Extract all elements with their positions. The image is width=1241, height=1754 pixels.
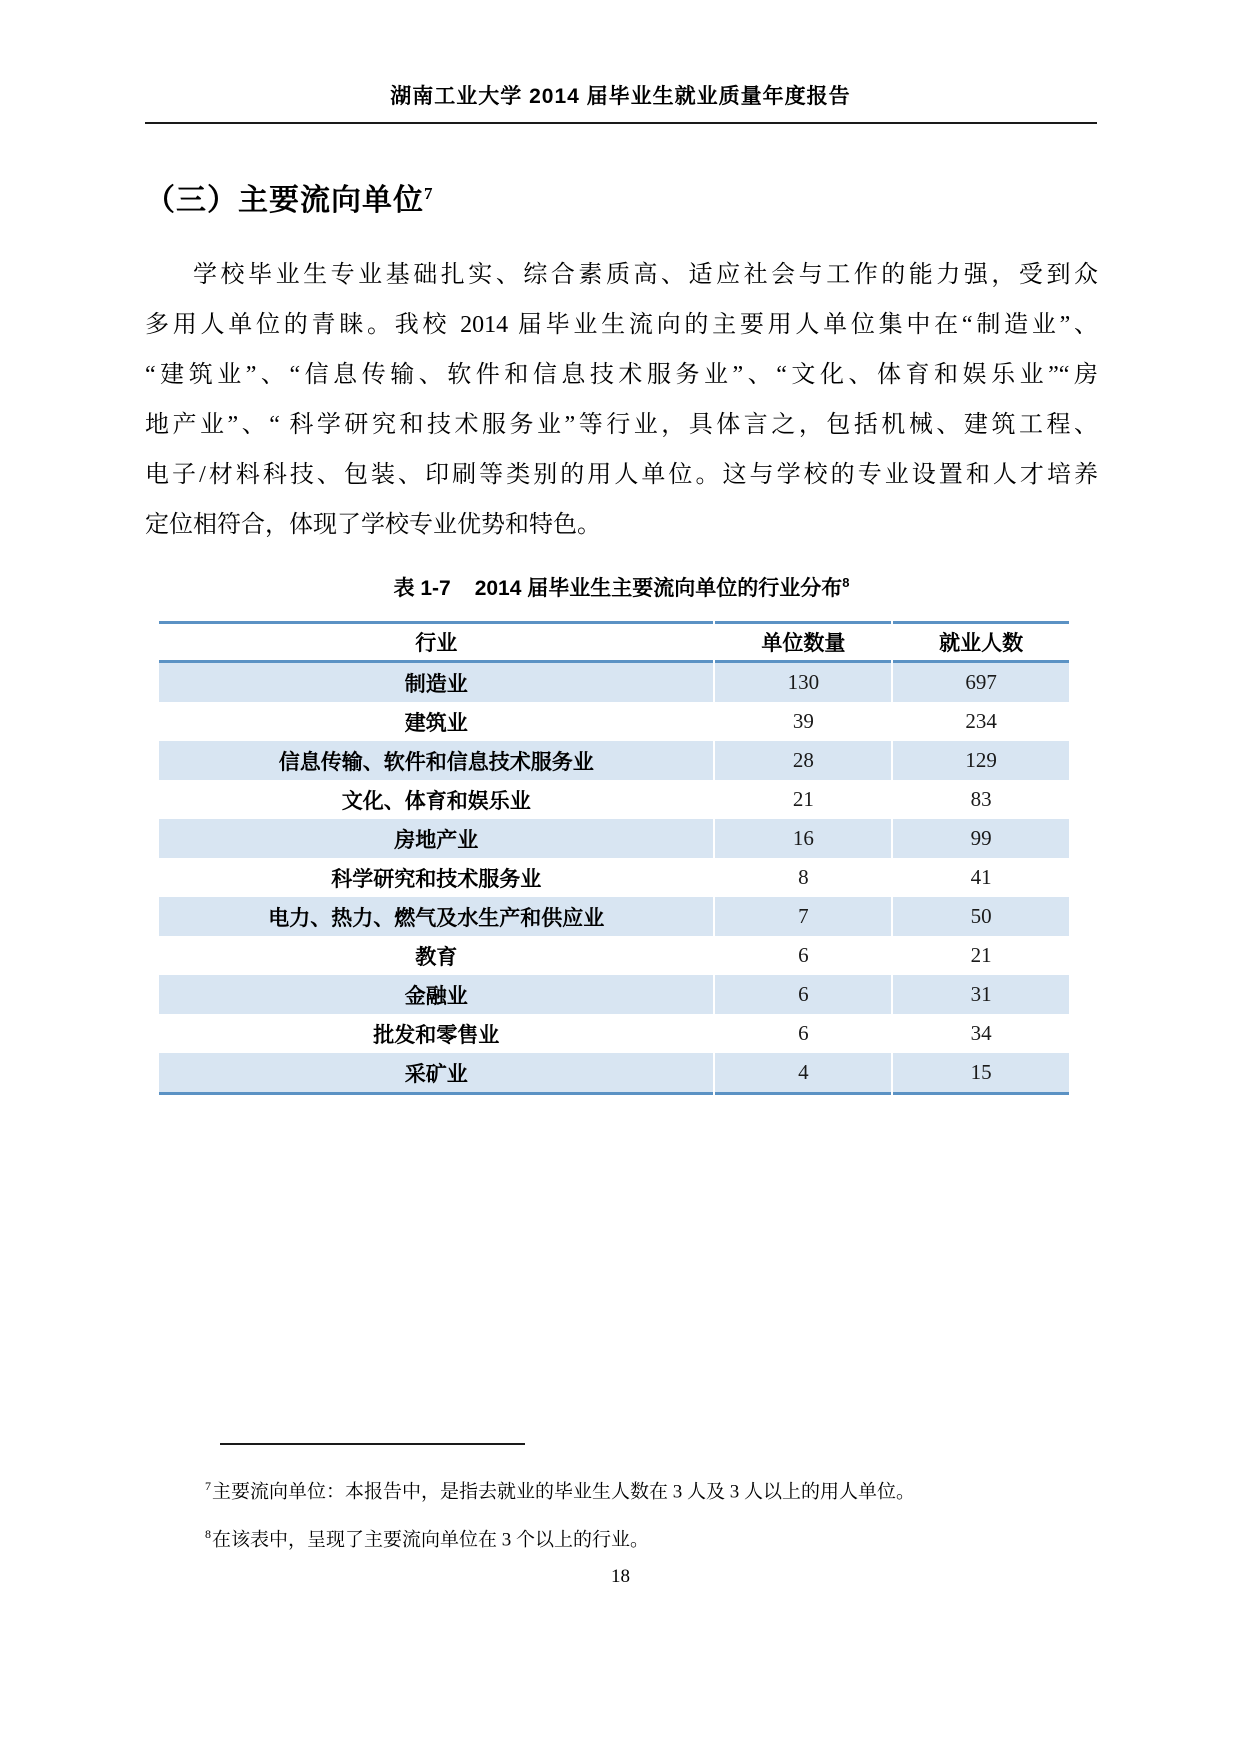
units-cell: 6: [715, 975, 891, 1014]
industry-cell: 金融业: [159, 975, 713, 1014]
table-row: [159, 1053, 1069, 1095]
section-heading-footnote-ref: 7: [424, 184, 434, 203]
table-row: [159, 936, 1069, 975]
industry-cell: 建筑业: [404, 711, 468, 735]
paragraph-line: 地产业”、“ 科学研究和技术服务业”等行业，具体言之，包括机械、建筑工程、: [145, 412, 1098, 438]
units-cell: 7: [715, 897, 891, 936]
column-header: 就业人数: [893, 621, 1069, 663]
header-rule: [145, 122, 1097, 124]
table-caption-prefix: 表 1-7: [393, 577, 451, 600]
employed-cell: 15: [893, 1053, 1069, 1095]
units-cell: 28: [715, 741, 891, 780]
units-cell: 130: [715, 663, 891, 702]
paragraph-line: “建筑业”、“信息传输、软件和信息技术服务业”、“文化、体育和娱乐业”“房: [145, 362, 1098, 388]
industry-distribution-table: [157, 621, 1071, 1095]
table-caption: [145, 568, 1098, 604]
employed-cell: 83: [970, 787, 992, 811]
employed-cell: 234: [965, 709, 997, 733]
industry-cell: 制造业: [159, 663, 713, 702]
table-row: [159, 975, 1069, 1014]
footnote-text: 主要流向单位：本报告中，是指去就业的毕业生人数在 3 人及 3 人以上的用人单位。: [212, 1481, 916, 1503]
footnote-area: [205, 1472, 1100, 1569]
paragraph-line: 多用人单位的青睐。我校 2014 届毕业生流向的主要用人单位集中在“制造业”、: [145, 312, 1098, 338]
table-row: [159, 741, 1069, 780]
units-cell: 6: [798, 1021, 809, 1045]
units-cell: 4: [715, 1053, 891, 1095]
table-row: [159, 663, 1069, 702]
employed-cell: 21: [970, 943, 992, 967]
units-cell: 6: [798, 943, 809, 967]
employed-cell: 34: [970, 1021, 992, 1045]
table-row: [159, 1014, 1069, 1053]
footnote: [205, 1472, 1100, 1506]
units-cell: 21: [792, 787, 814, 811]
units-cell: 8: [798, 865, 809, 889]
industry-cell: 房地产业: [159, 819, 713, 858]
footnote-separator: [220, 1443, 525, 1445]
footnote-text: 在该表中，呈现了主要流向单位在 3 个以上的行业。: [212, 1529, 650, 1551]
employed-cell: 697: [893, 663, 1069, 702]
paragraph-line: 电子/材料科技、包装、印刷等类别的用人单位。这与学校的专业设置和人才培养: [145, 462, 1098, 488]
paragraph-line: 定位相符合，体现了学校专业优势和特色。: [145, 512, 601, 538]
paragraph-line: 学校毕业生专业基础扎实、综合素质高、适应社会与工作的能力强，受到众: [193, 262, 1098, 288]
column-header: 行业: [159, 621, 713, 663]
table-row: [159, 819, 1069, 858]
table-caption-footnote-ref: 8: [842, 575, 850, 590]
page-number: 18: [611, 1566, 630, 1587]
industry-cell: 采矿业: [159, 1053, 713, 1095]
industry-cell: 教育: [415, 945, 458, 969]
body-paragraph: [145, 250, 1098, 550]
section-heading: [145, 176, 434, 219]
employed-cell: 41: [970, 865, 992, 889]
section-heading-text: （三）主要流向单位: [145, 184, 424, 217]
table-caption-title: 2014 届毕业生主要流向单位的行业分布: [474, 577, 843, 600]
employed-cell: 50: [893, 897, 1069, 936]
employed-cell: 129: [893, 741, 1069, 780]
industry-cell: 批发和零售业: [373, 1023, 500, 1047]
table-row: [159, 897, 1069, 936]
table-header-row: [159, 621, 1069, 663]
table-row: [159, 858, 1069, 897]
industry-cell: 文化、体育和娱乐业: [341, 789, 531, 813]
table-row: [159, 780, 1069, 819]
units-cell: 39: [792, 709, 814, 733]
industry-cell: 信息传输、软件和信息技术服务业: [159, 741, 713, 780]
footnote: [205, 1520, 1100, 1554]
table-row: [159, 702, 1069, 741]
units-cell: 16: [715, 819, 891, 858]
employed-cell: 99: [893, 819, 1069, 858]
industry-cell: 电力、热力、燃气及水生产和供应业: [159, 897, 713, 936]
footnote-marker: 8: [205, 1527, 211, 1542]
header-title: 湖南工业大学 2014 届毕业生就业质量年度报告: [390, 85, 851, 108]
employed-cell: 31: [893, 975, 1069, 1014]
footnote-marker: 7: [205, 1479, 211, 1493]
column-header: 单位数量: [715, 621, 891, 663]
industry-cell: 科学研究和技术服务业: [331, 867, 542, 891]
